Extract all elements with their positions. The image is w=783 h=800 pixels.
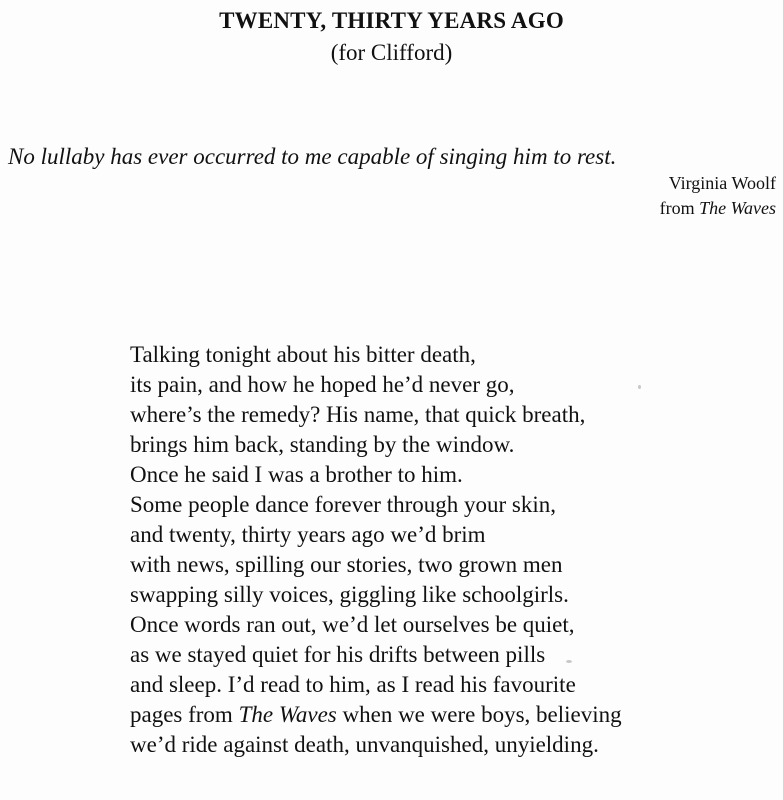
poem-line: its pain, and how he hoped he’d never go, [130, 372, 515, 397]
epigraph-source-prefix: from [659, 198, 700, 218]
epigraph-quote: No lullaby has ever occurred to me capable of singing him to rest. [8, 144, 617, 169]
epigraph-source-title: The Waves [699, 198, 776, 218]
poem-line: Some people dance forever through your skin, [130, 492, 557, 517]
book-title: The Waves [238, 702, 337, 727]
poem-line: and twenty, thirty years ago we’d brim [130, 522, 486, 547]
poem-line: swapping silly voices, giggling like schoolgirls. [130, 582, 569, 607]
epigraph [8, 143, 776, 218]
scan-speck [566, 660, 572, 663]
poem-line: we’d ride against death, unvanquished, unyielding. [130, 732, 599, 757]
scan-speck [638, 385, 641, 389]
poem-line: with news, spilling our stories, two grown men [130, 552, 563, 577]
dedication: (for Clifford) [330, 40, 453, 65]
poem-line-text: when we were boys, believing [336, 702, 622, 727]
poem-line: and sleep. I’d read to him, as I read his favourite [130, 672, 576, 697]
poem-line: where’s the remedy? His name, that quick breath, [130, 402, 586, 427]
poem-line [130, 700, 622, 730]
poem-line: Once words ran out, we’d let ourselves be quiet, [130, 612, 575, 637]
poem-body [130, 340, 622, 760]
poem-line: Talking tonight about his bitter death, [130, 342, 476, 367]
poem-line: as we stayed quiet for his drifts between pills [130, 642, 546, 667]
poem-line: brings him back, standing by the window. [130, 432, 515, 457]
poem-line-text: pages from [130, 702, 239, 727]
poem-line: Once he said I was a brother to him. [130, 462, 463, 487]
epigraph-attribution [660, 171, 776, 221]
epigraph-source [660, 196, 776, 221]
poem-title: TWENTY, THIRTY YEARS AGO [219, 8, 564, 33]
epigraph-author: Virginia Woolf [668, 173, 776, 193]
